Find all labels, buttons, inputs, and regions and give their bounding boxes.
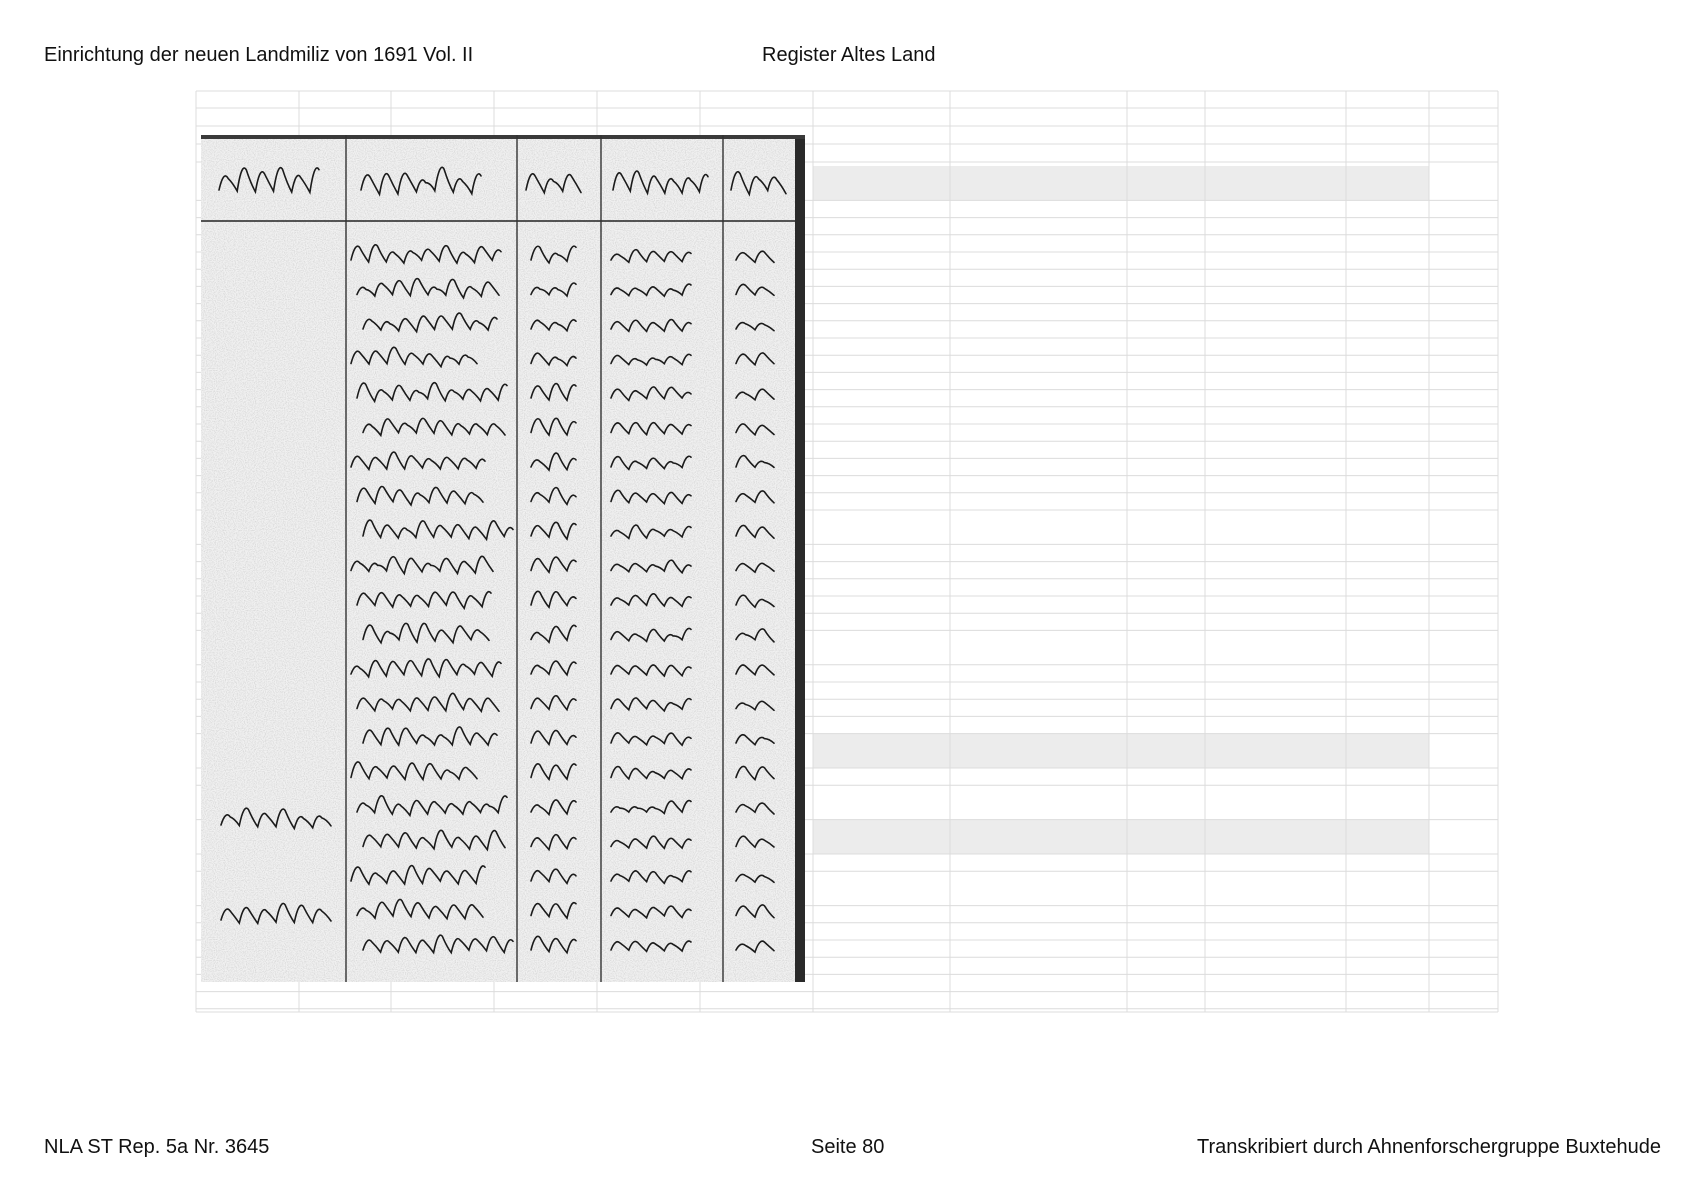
header-left: Einrichtung der neuen Landmiliz von 1691 Vol. II bbox=[44, 44, 474, 66]
section-header-band bbox=[813, 166, 1429, 200]
footer-left: NLA ST Rep. 5a Nr. 3645 bbox=[44, 1136, 270, 1158]
handwritten-register-scan-image bbox=[201, 135, 805, 982]
section-header-band bbox=[813, 734, 1429, 768]
footer-center: Seite 80 bbox=[811, 1136, 885, 1158]
section-header-band bbox=[813, 820, 1429, 854]
footer-right: Transkribiert durch Ahnenforschergruppe Buxtehude bbox=[1197, 1136, 1661, 1158]
header-center: Register Altes Land bbox=[762, 44, 936, 66]
